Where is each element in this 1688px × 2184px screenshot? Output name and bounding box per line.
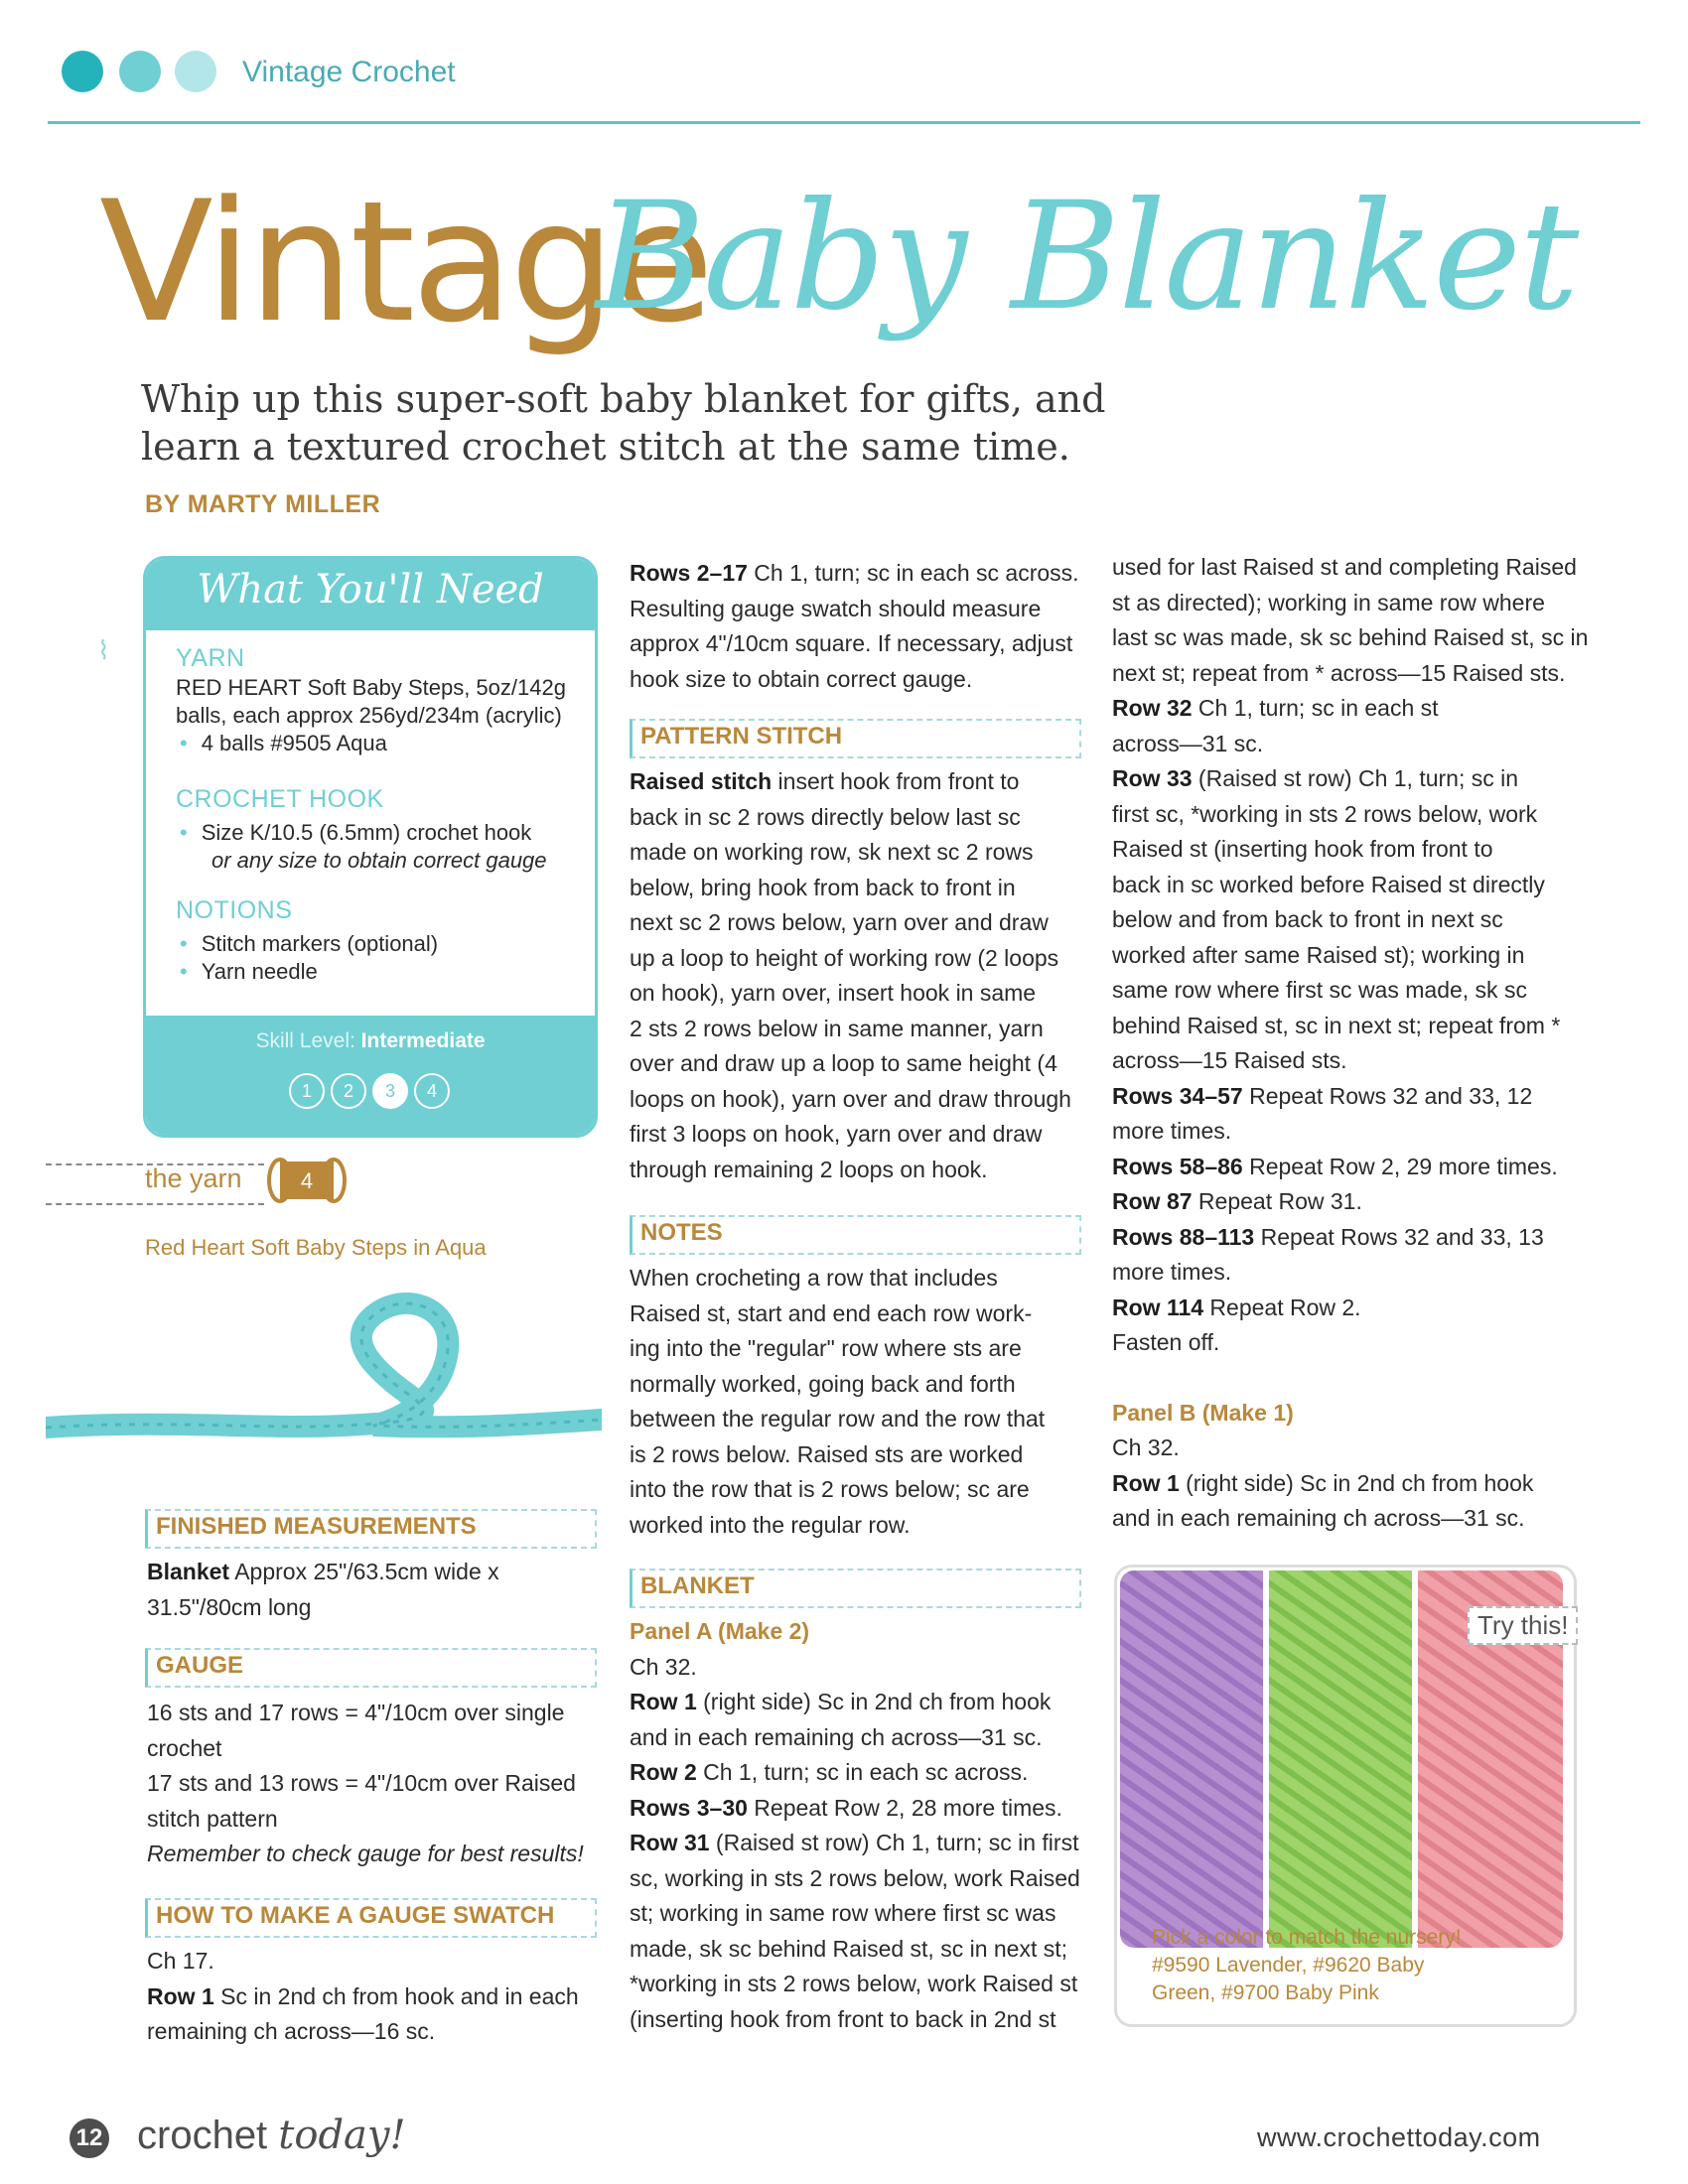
yarn-line-2: balls, each approx 256yd/234m (acrylic) [176,703,562,728]
row-1-label: Row 1 [630,1689,697,1714]
panel-b-row-1-label: Row 1 [1112,1469,1180,1496]
row-2-text: Ch 1, turn; sc in each sc across. [696,1759,1029,1785]
rows-2-17-line-1: Ch 1, turn; sc in each sc across. [747,560,1079,586]
ps-line-11: first 3 loops on hook, yarn over and draw [630,1121,1043,1147]
notions-item-2-text: Yarn needle [201,959,318,984]
row-33-line-7: same row where first sc was made, sk sc [1112,977,1527,1003]
gauge-swatch-title: HOW TO MAKE A GAUGE SWATCH [156,1902,555,1929]
notes-line-1: When crocheting a row that includes [630,1265,998,1291]
caption-line-3: Green, #9700 Baby Pink [1152,1981,1379,2004]
skill-level-bar [146,1016,595,1135]
caption-line-2: #9590 Lavender, #9620 Baby [1152,1954,1425,1977]
swatch-row-label: Row 1 [147,1982,214,2009]
brand-word-1: crochet [137,2114,268,2157]
col3-line-4: next st; repeat from * across—15 Raised sts. [1112,659,1566,686]
row-31-line-2: sc, working in sts 2 rows below, work Raised [630,1864,1080,1891]
row-31-line-4: made, sk sc behind Raised st, sc in next st; [630,1935,1068,1962]
ps-line-1: insert hook from front to [772,768,1020,794]
ps-line-8: 2 sts 2 rows below in same manner, yarn [630,1015,1044,1041]
row-31-label: Row 31 [630,1830,710,1855]
row-31-line-6: (inserting hook from front to back in 2nd st [630,2005,1056,2032]
row-87-label: Row 87 [1112,1188,1193,1214]
row-33-line-5: below and from back to front in next sc [1112,906,1503,932]
lavender-swatch [1120,1570,1263,1948]
gauge-text [147,1696,604,1872]
panel-b-heading: Panel B (Make 1) [1112,1399,1294,1426]
notes-line-8: worked into the regular row. [630,1511,911,1538]
yarn-weight-number: 4 [300,1168,314,1193]
subtitle [141,375,1134,471]
header-rule [48,121,1640,124]
skill-step-1: 1 [289,1073,325,1109]
ps-line-4: below, bring hook from back to front in [630,874,1016,900]
rows-2-17-label: Rows 2–17 [630,560,748,586]
rows-58-86-text: Repeat Row 2, 29 more times. [1242,1153,1558,1179]
row-33-line-2: first sc, *working in sts 2 rows below, work [1112,800,1538,827]
skill-step-2: 2 [331,1073,366,1109]
row-31-line-5: *working in sts 2 rows below, work Raised st [630,1971,1078,1996]
notes-line-7: into the row that is 2 rows below; sc are [630,1476,1030,1502]
skill-step-4: 4 [414,1073,450,1109]
notes-line-5: between the regular row and the row that [630,1406,1046,1432]
notes-header [630,1215,1081,1255]
notes-line-4: normally worked, going back and forth [630,1370,1016,1397]
materials-box [143,556,598,1138]
col3-line-2: st as directed); working in same row where [1112,589,1545,615]
yarn-strand-image [46,1281,602,1459]
header-dot-3 [175,51,216,92]
panel-b-row-1-text-2: and in each remaining ch across—31 sc. [1112,1505,1525,1531]
notes-text [630,1261,1096,1543]
blanket-title: BLANKET [640,1572,755,1599]
gauge-line-2: crochet [147,1734,222,1761]
swatch-line-3: remaining ch across—16 sc. [147,2018,436,2044]
panel-b-ch: Ch 32. [1112,1434,1180,1460]
blanket-header [630,1569,1081,1608]
header-dot-2 [119,51,161,92]
gauge-line-3: 17 sts and 13 rows = 4"/10cm over Raised [147,1770,576,1796]
ps-line-12: through remaining 2 loops on hook. [630,1156,988,1182]
rows-2-17-line-4: hook size to obtain correct gauge. [630,665,973,692]
gauge-line-1: 16 sts and 17 rows = 4"/10cm over single [147,1700,565,1725]
row-31-text: (Raised st row) Ch 1, turn; sc in first [709,1830,1079,1855]
yarn-item-text: 4 balls #9505 Aqua [201,731,387,755]
rows-2-17-text [630,556,1086,697]
rows-2-17-line-3: approx 4"/10cm square. If necessary, adjust [630,630,1073,656]
rows-3-30-text: Repeat Row 2, 28 more times. [747,1794,1062,1821]
rows-88-113-text: Repeat Rows 32 and 33, 13 [1254,1223,1544,1250]
gauge-reminder: Remember to check gauge for best results! [147,1841,584,1866]
ps-line-6: up a loop to height of working row (2 loops [630,944,1059,971]
row-33-line-8: behind Raised st, sc in next st; repeat from * [1112,1012,1561,1038]
col3-line-3: last sc was made, sk sc behind Raised st, sc in [1112,624,1589,650]
gauge-title: GAUGE [156,1652,244,1679]
the-yarn-label: the yarn [145,1163,242,1193]
rows-88-113-text-2: more times. [1112,1259,1232,1285]
ps-line-7: on hook), yarn over, insert hook in same [630,980,1037,1006]
skill-label [146,1029,595,1053]
finished-measurements-text [147,1555,604,1625]
row-33-line-3: Raised st (inserting hook from front to [1112,836,1493,862]
brand-word-2: today! [278,2113,406,2158]
row-32-text-2: across—31 sc. [1112,730,1264,756]
blanket-size: Approx 25"/63.5cm wide x [229,1559,499,1584]
panel-b-row-1-text: (right side) Sc in 2nd ch from hook [1179,1469,1534,1496]
hook-item-text: Size K/10.5 (6.5mm) crochet hook [201,820,532,845]
bullet-icon: • [180,731,188,755]
raised-stitch-label: Raised stitch [630,768,773,794]
skill-step-3: 3 [372,1073,408,1109]
yarn-item [180,730,387,757]
rows-34-57-text-2: more times. [1112,1118,1232,1144]
rows-34-57-text: Repeat Rows 32 and 33, 12 [1242,1082,1533,1109]
bullet-icon: • [180,931,188,956]
skill-level-value: Intermediate [360,1029,486,1052]
notes-line-2: Raised st, start and end each row work- [630,1299,1033,1326]
ps-line-9: over and draw up a loop to same height (4 [630,1050,1057,1076]
finished-measurements-title: FINISHED MEASUREMENTS [156,1513,477,1540]
subtitle-line-2: learn a textured crochet stitch at the same time. [141,425,1070,469]
column-3-text [1112,550,1599,1537]
fasten-off: Fasten off. [1112,1329,1220,1355]
row-2-label: Row 2 [630,1759,697,1785]
site-url: www.crochettoday.com [1257,2122,1541,2152]
notions-heading: NOTIONS [176,896,293,924]
try-this-caption [1152,1924,1549,2007]
title-vintage: Vintage [99,165,711,359]
notes-line-6: is 2 rows below. Raised sts are worked [630,1440,1024,1467]
gauge-header [145,1648,597,1688]
notes-line-3: ing into the "regular" row where sts are [630,1335,1022,1361]
try-this-label: Try this! [1468,1606,1578,1645]
swatch-row-text: Sc in 2nd ch from hook and in each [213,1982,579,2009]
gauge-line-4: stitch pattern [147,1805,278,1832]
section-label: Vintage Crochet [242,56,456,88]
panel-a-ch: Ch 32. [630,1653,697,1680]
col3-line-1: used for last Raised st and completing Raised [1112,554,1577,580]
pattern-stitch-title: PATTERN STITCH [640,723,843,750]
row-32-text: Ch 1, turn; sc in each st [1192,695,1439,721]
baby-green-swatch [1269,1570,1412,1948]
page-number: 12 [70,2118,109,2158]
bullet-icon: • [180,959,188,984]
gauge-swatch-header [145,1898,597,1938]
yarn-weight-icon [266,1156,348,1205]
subtitle-line-1: Whip up this super-soft baby blanket for gifts, and [141,377,1106,421]
notions-item-1 [180,930,438,958]
hook-item [180,819,531,847]
row-87-text: Repeat Row 31. [1192,1188,1362,1214]
ps-line-10: loops on hook), yarn over and draw through [630,1085,1071,1112]
squiggle-icon: ⌇ [97,635,110,665]
notions-item-1-text: Stitch markers (optional) [201,931,439,956]
notions-item-2 [180,958,318,986]
row-33-line-4: back in sc worked before Raised st directly [1112,871,1545,897]
row-32-label: Row 32 [1112,695,1193,721]
brand-logo [137,2113,406,2158]
hook-heading: CROCHET HOOK [176,785,384,813]
yarn-line-1: RED HEART Soft Baby Steps, 5oz/142g [176,675,566,700]
rows-58-86-label: Rows 58–86 [1112,1153,1243,1179]
blanket-text [630,1614,1096,2037]
blanket-label: Blanket [147,1559,230,1584]
rows-34-57-label: Rows 34–57 [1112,1082,1243,1109]
materials-title: What You'll Need [197,567,544,613]
rows-88-113-label: Rows 88–113 [1112,1223,1255,1250]
row-31-line-3: st; working in same row where first sc was [630,1900,1056,1926]
blanket-size-2: 31.5"/80cm long [147,1593,312,1620]
notes-title: NOTES [640,1219,723,1246]
pattern-stitch-text [630,764,1096,1187]
ps-line-3: made on working row, sk next sc 2 rows [630,839,1034,865]
gauge-swatch-text [147,1944,604,2050]
row-33-label: Row 33 [1112,765,1193,791]
hook-item-note: or any size to obtain correct gauge [211,848,547,873]
yarn-name: Red Heart Soft Baby Steps in Aqua [145,1235,487,1260]
materials-header [146,559,595,630]
pattern-stitch-header [630,719,1081,758]
panel-a-heading: Panel A (Make 2) [630,1618,810,1644]
ps-line-2: back in sc 2 rows directly below last sc [630,803,1021,830]
row-1-text: (right side) Sc in 2nd ch from hook [696,1689,1052,1714]
byline: BY MARTY MILLER [145,490,381,518]
finished-measurements-header [145,1509,597,1549]
row-114-text: Repeat Row 2. [1203,1294,1361,1320]
title-baby-blanket: Baby Blanket [596,171,1578,343]
row-114-label: Row 114 [1112,1294,1204,1320]
swatch-line-1: Ch 17. [147,1948,214,1974]
caption-line-1: Pick a color to match the nursery! [1152,1926,1462,1949]
row-33-line-9: across—15 Raised sts. [1112,1047,1347,1073]
skill-label-text: Skill Level: [255,1029,355,1052]
row-1-text-2: and in each remaining ch across—31 sc. [630,1723,1043,1750]
bullet-icon: • [180,820,188,845]
rows-3-30-label: Rows 3–30 [630,1794,748,1821]
ps-line-5: next sc 2 rows below, yarn over and draw [630,909,1049,935]
yarn-heading: YARN [176,644,245,672]
header-dot-1 [62,51,103,92]
rows-2-17-line-2: Resulting gauge swatch should measure [630,595,1042,621]
row-33-line-6: worked after same Raised st); working in [1112,941,1525,968]
row-33-text: (Raised st row) Ch 1, turn; sc in [1192,765,1519,791]
